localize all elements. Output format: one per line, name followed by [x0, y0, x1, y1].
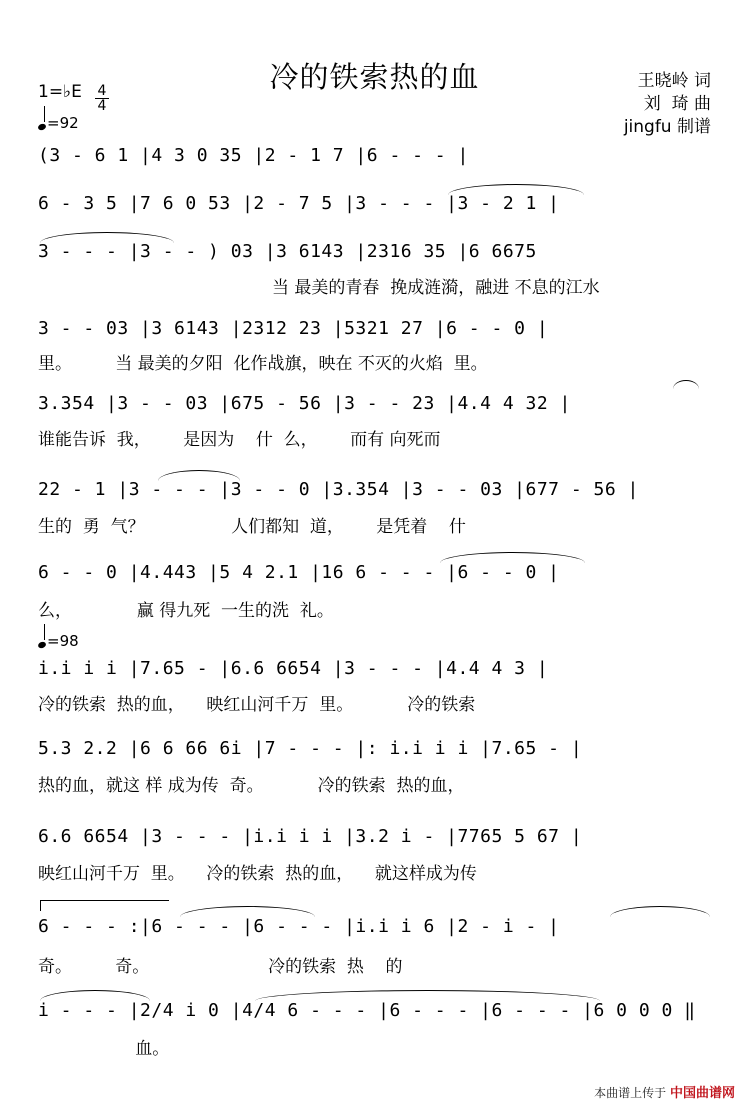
quarter-note-icon: [37, 641, 47, 649]
notation-row-9: 5.3 2.2 |6 6 66 6i |7 - - - |: i.i i i |7.65 - |: [38, 738, 583, 759]
composer-credit: 刘 琦 曲: [643, 94, 711, 114]
volta-bracket: [40, 900, 169, 911]
tempo-value-1: =92: [47, 114, 79, 132]
tempo-value-2: =98: [47, 632, 79, 650]
tie-slur: [40, 990, 150, 1001]
tie-slur: [610, 906, 710, 917]
tie-slur: [440, 552, 585, 563]
notation-row-8: i.i i i |7.65 - |6.6 6654 |3 - - - |4.4 4 3 |: [38, 658, 549, 679]
lyrics-row-6: 生的 勇 气？ 人们都知 道， 是凭着 什: [38, 517, 466, 537]
lyrics-row-12: 血。: [38, 1039, 170, 1059]
notation-row-10: 6.6 6654 |3 - - - |i.i i i |3.2 i - |7765 5 67 |: [38, 826, 583, 847]
tie-slur: [448, 184, 584, 195]
notation-row-2: 6 - 3 5 |7 6 0 53 |2 - 7 5 |3 - - - |3 - 2 1 |: [38, 193, 560, 214]
lyrics-row-10: 映红山河千万 里。 冷的铁索 热的血， 就这样成为传: [38, 864, 477, 884]
site-logo: 中国曲谱网: [669, 1086, 735, 1101]
lyrics-row-8: 冷的铁索 热的血， 映红山河千万 里。 冷的铁索: [38, 695, 476, 715]
quarter-note-icon: [37, 123, 47, 131]
time-bottom: 4: [95, 98, 109, 113]
tie-slur: [40, 232, 174, 243]
lyrics-row-9: 热的血，就这 样 成为传 奇。 冷的铁索 热的血，: [38, 776, 465, 796]
notation-row-11: 6 - - - :|6 - - - |6 - - - |i.i i 6 |2 - i - |: [38, 916, 560, 937]
note-stem-icon: [44, 624, 45, 640]
tie-slur: [673, 380, 699, 389]
notation-row-12: i - - - |2/4 i 0 |4/4 6 - - - |6 - - - |6 - - - |6 0 0 0 ‖: [38, 1000, 696, 1021]
lyrics-row-5: 谁能告诉 我， 是因为 什 么， 而有 向死而: [38, 430, 441, 450]
footer-credit: [594, 1082, 735, 1101]
notation-row-1: (3 - 6 1 |4 3 0 35 |2 - 1 7 |6 - - - |: [38, 145, 469, 166]
time-signature: [95, 84, 109, 113]
lyrics-row-3: 当 最美的青春 挽成涟漪，融进 不息的江水: [272, 278, 600, 298]
notation-row-3: 3 - - - |3 - - ) 03 |3 6143 |2316 35 |6 6675: [38, 241, 537, 262]
footer-uploaded-text: 本曲谱上传于: [594, 1086, 667, 1100]
tie-slur: [158, 470, 240, 481]
note-stem-icon: [44, 106, 45, 122]
lyricist-credit: 王晓岭 词: [637, 71, 711, 91]
notation-row-6: 22 - 1 |3 - - - |3 - - 0 |3.354 |3 - - 03 |677 - 56 |: [38, 479, 639, 500]
engraver-credit: jingfu 制谱: [623, 117, 711, 137]
tempo-marking-1: [38, 112, 79, 132]
tempo-marking-2: [38, 630, 79, 650]
tie-slur: [180, 906, 315, 917]
notation-row-5: 3.354 |3 - - 03 |675 - 56 |3 - - 23 |4.4 4 32 |: [38, 393, 571, 414]
key-signature: 1=♭E: [38, 82, 82, 102]
lyrics-row-7: 么， 赢 得九死 一生的洗 礼。: [38, 601, 334, 621]
notation-row-4: 3 - - 03 |3 6143 |2312 23 |5321 27 |6 - - 0 |: [38, 318, 549, 339]
notation-row-7: 6 - - 0 |4.443 |5 4 2.1 |16 6 - - - |6 - - 0 |: [38, 562, 560, 583]
score-title: 冷的铁索热的血: [269, 60, 480, 94]
lyrics-row-4: 里。 当 最美的夕阳 化作战旗，映在 不灭的火焰 里。: [38, 354, 488, 374]
time-top: 4: [97, 83, 107, 99]
tie-slur: [255, 990, 600, 1001]
lyrics-row-11: 奇。 奇。 冷的铁索 热 的: [38, 957, 403, 977]
